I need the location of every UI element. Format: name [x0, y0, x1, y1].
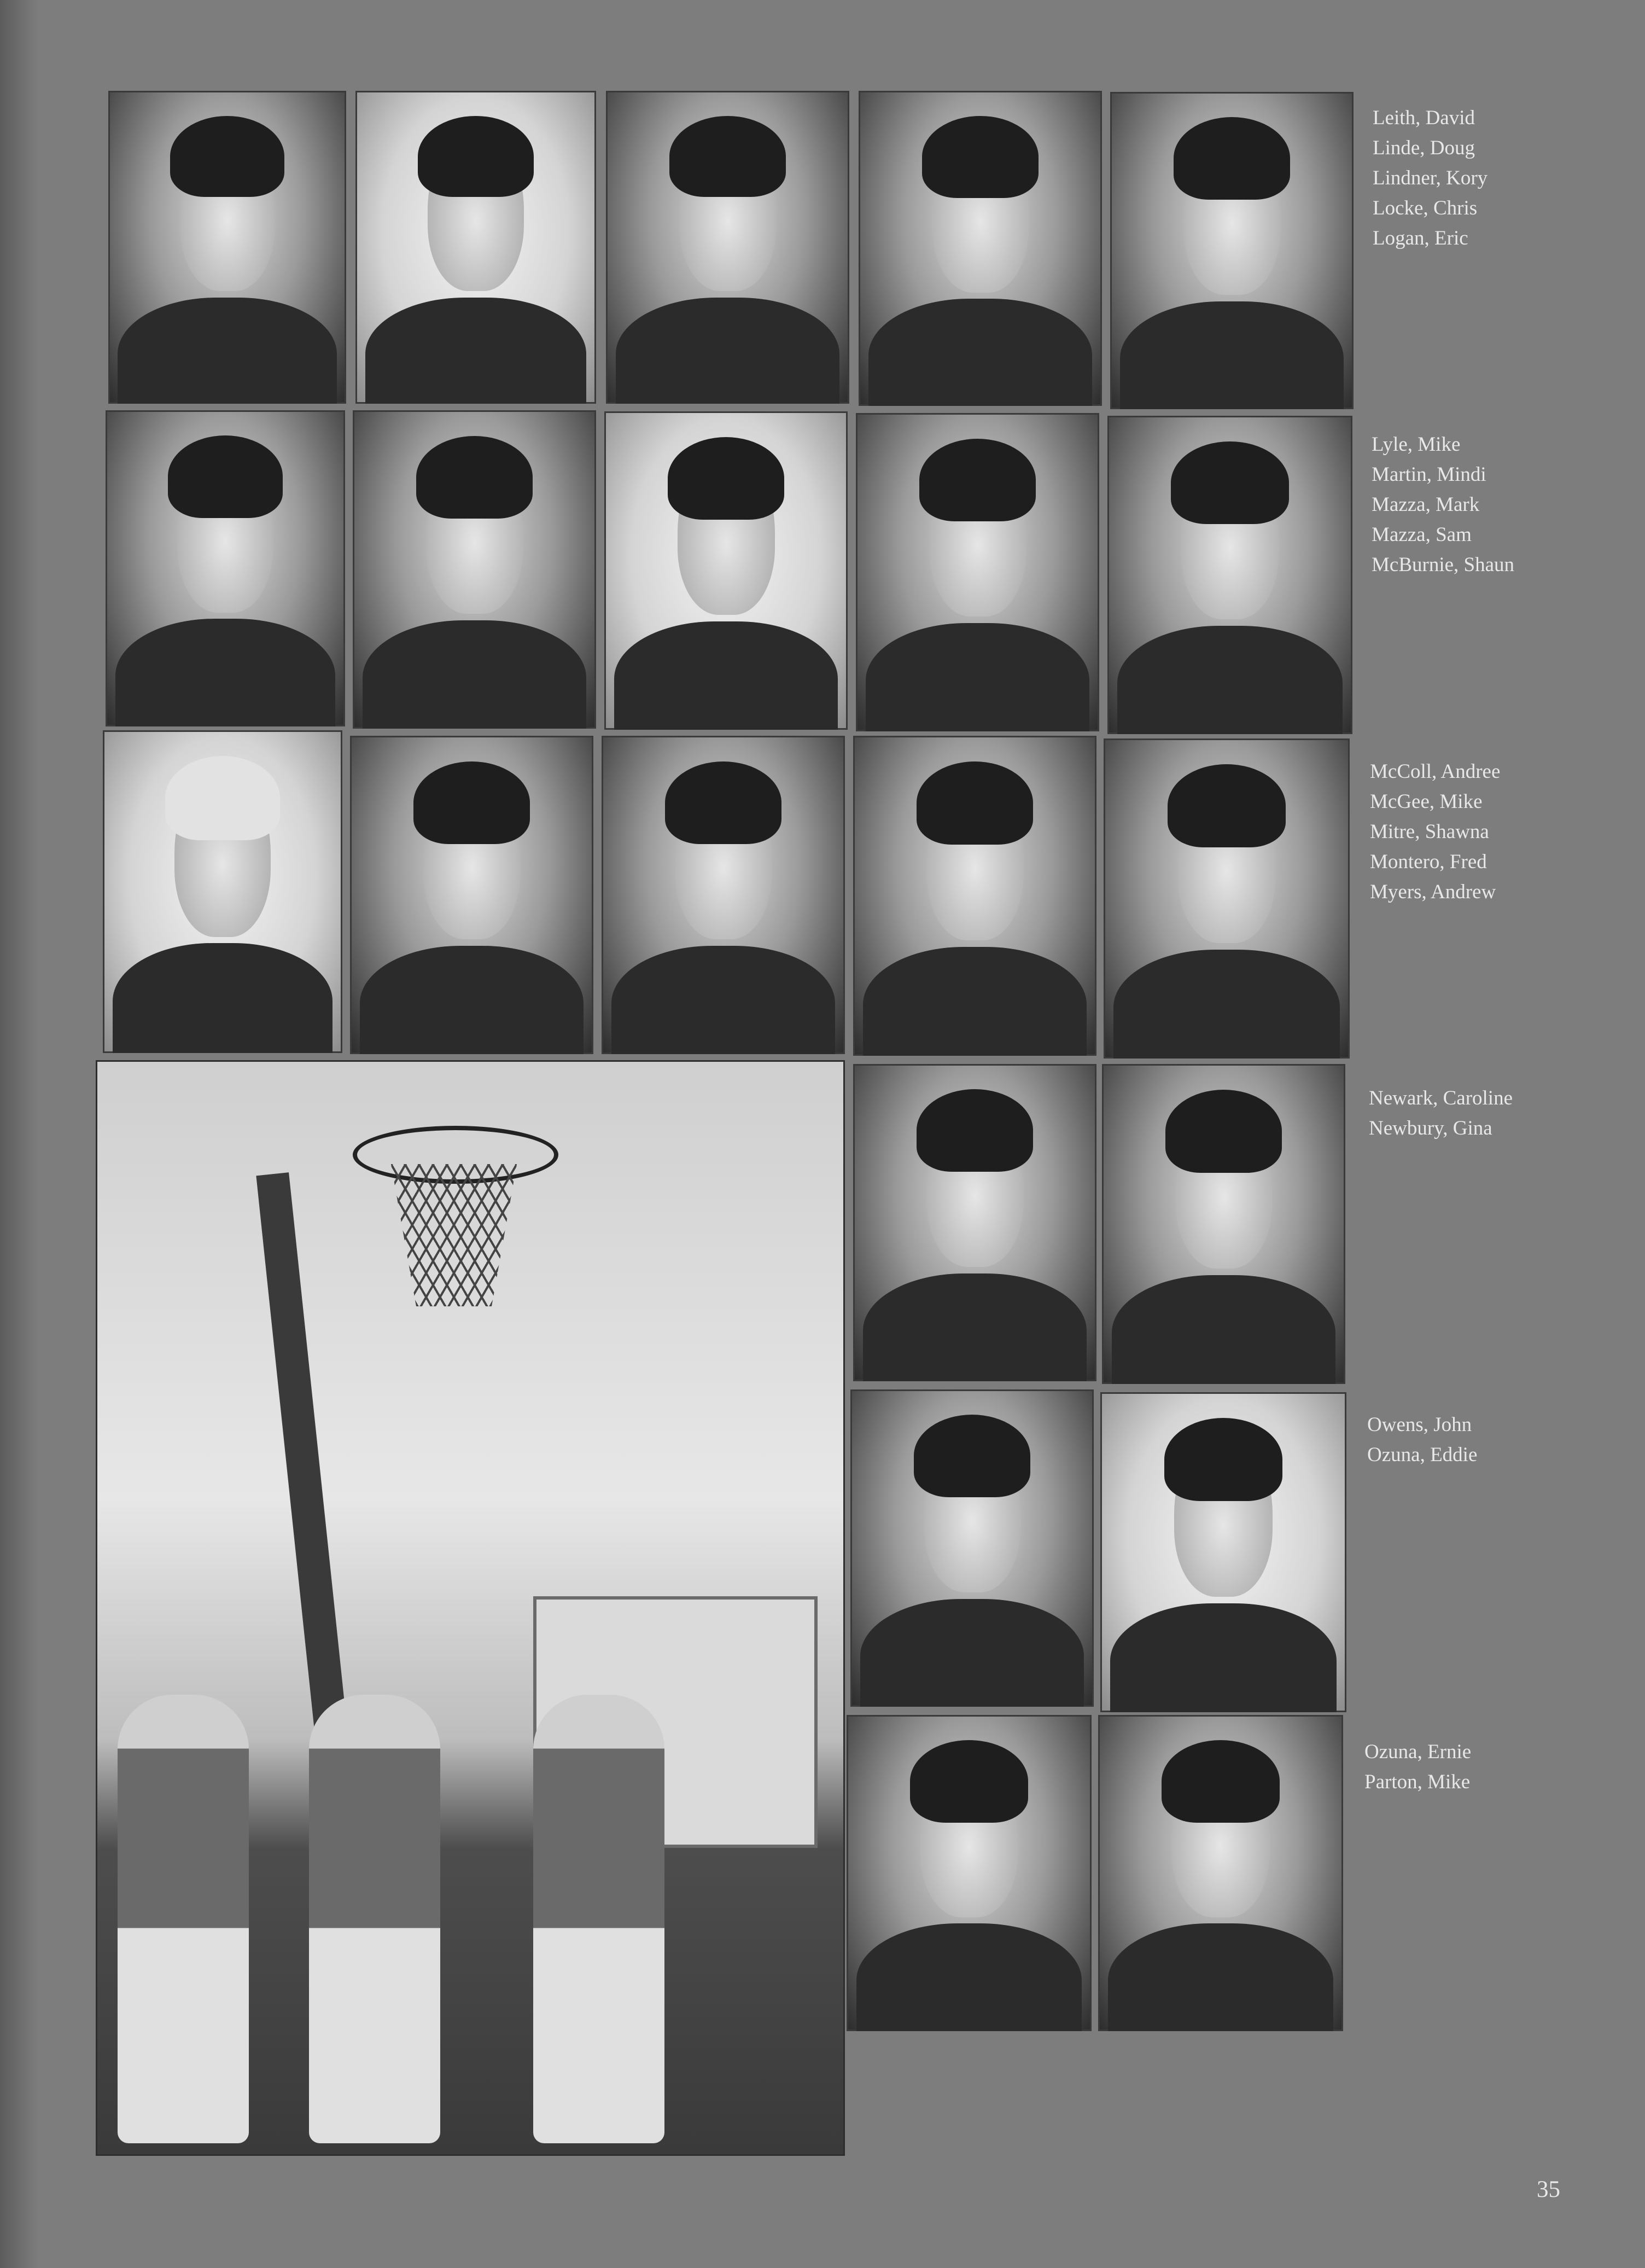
name-entry: Myers, Andrew: [1370, 881, 1496, 903]
name-entry: Montero, Fred: [1370, 851, 1487, 873]
name-list-row-4: [1369, 1083, 1513, 1143]
name-entry: Linde, Doug: [1373, 137, 1475, 159]
name-entry: Newbury, Gina: [1369, 1117, 1492, 1139]
portrait-logan-eric: [1110, 92, 1354, 409]
portrait-mitre-shawna: [602, 736, 845, 1054]
page-binding-edge: [0, 0, 38, 2268]
portrait-mccoll-andree: [103, 730, 342, 1053]
name-entry: Martin, Mindi: [1372, 463, 1486, 486]
name-entry: Mazza, Sam: [1372, 524, 1472, 546]
name-entry: Newark, Caroline: [1369, 1087, 1513, 1109]
name-entry: Ozuna, Ernie: [1364, 1741, 1472, 1763]
name-entry: Lyle, Mike: [1372, 433, 1461, 456]
portrait-parton-mike: [1098, 1715, 1343, 2031]
name-entry: Locke, Chris: [1373, 197, 1478, 219]
name-entry: McColl, Andree: [1370, 760, 1501, 783]
name-list-row-6: [1364, 1737, 1471, 1797]
portrait-newark-caroline: [853, 1064, 1096, 1381]
name-entry: Parton, Mike: [1364, 1771, 1471, 1793]
portrait-lyle-mike: [106, 410, 345, 726]
portrait-linde-doug: [355, 91, 596, 404]
portrait-mcburnie-shaun: [1107, 416, 1352, 734]
portrait-locke-chris: [859, 91, 1102, 406]
name-entry: Lindner, Kory: [1373, 167, 1488, 189]
portrait-newbury-gina: [1102, 1064, 1345, 1384]
portrait-myers-andrew: [1104, 738, 1350, 1059]
portrait-ozuna-ernie: [847, 1715, 1092, 2031]
portrait-owens-john: [850, 1389, 1094, 1707]
name-entry: Owens, John: [1367, 1414, 1472, 1436]
portrait-martin-mindi: [353, 410, 596, 729]
name-entry: McBurnie, Shaun: [1372, 554, 1515, 576]
name-entry: Mazza, Mark: [1372, 493, 1480, 516]
name-list-row-2: [1372, 429, 1514, 580]
portrait-montero-fred: [853, 736, 1096, 1056]
portrait-mcgee-mike: [350, 736, 593, 1054]
portrait-leith-david: [108, 91, 346, 404]
portrait-ozuna-eddie: [1100, 1392, 1346, 1712]
candid-basketball-photo: [96, 1060, 845, 2156]
portrait-mazza-sam: [856, 413, 1099, 731]
name-list-row-5: [1367, 1410, 1477, 1470]
page-number: 35: [1537, 2177, 1560, 2202]
name-entry: Logan, Eric: [1373, 227, 1468, 249]
name-list-row-1: [1373, 103, 1488, 253]
name-entry: Ozuna, Eddie: [1367, 1444, 1478, 1466]
portrait-lindner-kory: [606, 91, 849, 404]
portrait-mazza-mark: [604, 411, 848, 730]
name-list-row-3: [1370, 757, 1500, 907]
name-entry: McGee, Mike: [1370, 790, 1483, 813]
name-entry: Mitre, Shawna: [1370, 821, 1489, 843]
name-entry: Leith, David: [1373, 107, 1475, 129]
